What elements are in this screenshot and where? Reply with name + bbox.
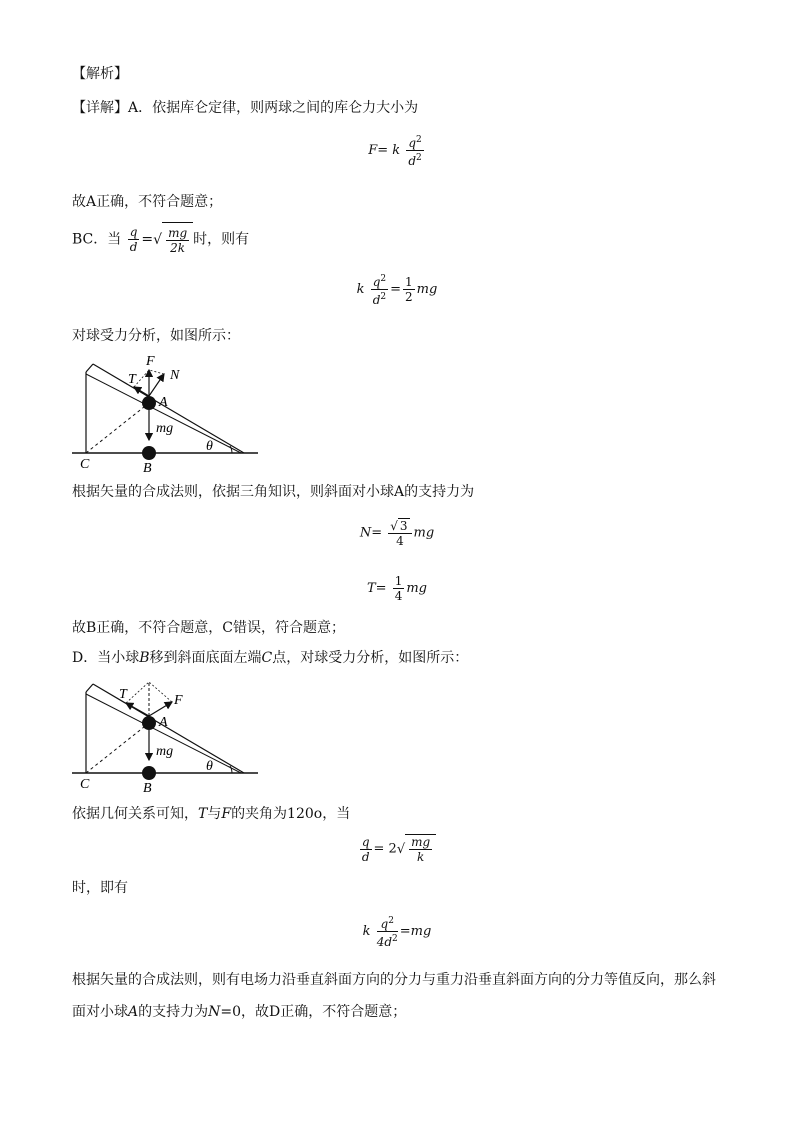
equation-normal-force bbox=[0, 518, 794, 548]
bc-sqrt: √ $\frac{mg}{2k}$ bbox=[153, 222, 193, 257]
bc-num: q bbox=[129, 225, 138, 239]
figure-incline-1 bbox=[66, 350, 266, 475]
force-analysis-intro: 对球受力分析，如图所示： bbox=[72, 328, 240, 344]
p11-e: =0，故D正确，不符合题意； bbox=[220, 1004, 407, 1020]
eq1-fraction bbox=[406, 133, 423, 168]
case-d bbox=[72, 648, 468, 668]
equation-coulomb-force bbox=[0, 133, 794, 168]
eq6-fraction bbox=[377, 914, 398, 949]
eq4-num: 1 bbox=[394, 574, 403, 588]
eq2-tail: mg bbox=[416, 282, 438, 297]
final-paragraph-1: 根据矢量的合成法则，则有电场力沿垂直斜面方向的分力与重力沿垂直斜面方向的分力等值反向，那么斜 bbox=[72, 972, 716, 988]
eq2-fraction bbox=[371, 272, 388, 307]
detail-paragraph bbox=[72, 98, 418, 118]
detail-text: A．依据库仑定律，则两球之间的库仑力大小为 bbox=[128, 100, 419, 116]
fig1-label-T: T bbox=[128, 372, 136, 387]
detail-tag: 【详解】 bbox=[72, 100, 128, 116]
p7-c: 移到斜面底面左端 bbox=[149, 650, 262, 666]
eq3-tail: mg bbox=[413, 525, 435, 541]
p11-c: 的支持力为 bbox=[138, 1004, 209, 1020]
conclusion-bc: 故B正确，不符合题意，C错误，符合题意； bbox=[72, 620, 345, 636]
eq6-k: k bbox=[362, 924, 371, 939]
eq6-tail: =mg bbox=[399, 924, 432, 939]
fig1-label-B: B bbox=[143, 461, 152, 475]
vector-synthesis: 根据矢量的合成法则，依据三角知识，则斜面对小球A的支持力为 bbox=[72, 484, 475, 500]
eq5-den: d bbox=[361, 849, 370, 864]
eq6-exp: 2 bbox=[388, 916, 394, 926]
p7-b: B bbox=[139, 650, 150, 666]
fig1-label-N: N bbox=[170, 368, 180, 383]
eq5-q-over-d bbox=[360, 835, 372, 864]
eq3-rad: 3 bbox=[399, 519, 408, 533]
eq3-lhs: N= bbox=[359, 525, 383, 541]
fig2-label-theta: θ bbox=[206, 759, 213, 774]
eq2-exp: 2 bbox=[380, 274, 387, 284]
p7-a: D．当小球 bbox=[72, 650, 140, 666]
eq2-k: k bbox=[356, 282, 365, 297]
p8-b: T bbox=[198, 806, 208, 822]
figure-incline-2 bbox=[66, 670, 266, 795]
p8-a: 依据几何关系可知， bbox=[72, 806, 198, 822]
fig2-label-T: T bbox=[119, 687, 127, 702]
eq1-k: k bbox=[392, 143, 401, 158]
section-heading: 【解析】 bbox=[72, 66, 128, 82]
eq3-fraction: $\frac{√ 3}{4}$ bbox=[388, 518, 411, 548]
ball-a bbox=[142, 396, 156, 410]
then-have: 时，即有 bbox=[72, 880, 128, 896]
eq1-lhs: F= bbox=[368, 143, 389, 158]
eq2-num: q bbox=[372, 275, 381, 289]
fig1-label-A: A bbox=[159, 395, 168, 410]
bc-condition bbox=[72, 222, 249, 257]
fig2-label-mg: mg bbox=[156, 744, 174, 759]
p11-b: A bbox=[128, 1004, 139, 1020]
fig1-label-F: F bbox=[146, 354, 155, 369]
eq5-sqrt: √ $\frac{mg}{k}$ bbox=[397, 834, 436, 864]
eq6-den: 4d bbox=[376, 935, 393, 949]
ball-a-2 bbox=[142, 716, 156, 730]
fig1-label-theta: θ bbox=[206, 439, 213, 454]
fig1-label-C: C bbox=[80, 457, 90, 472]
bc-sq-num: mg bbox=[168, 225, 188, 240]
eq2-half bbox=[403, 275, 415, 304]
fig2-label-A: A bbox=[159, 715, 168, 730]
conclusion-a: 故A正确，不符合题意； bbox=[72, 194, 223, 210]
eq4-fraction bbox=[393, 574, 405, 603]
equation-d-force bbox=[0, 914, 794, 949]
eq5-sq-num: mg bbox=[411, 835, 431, 849]
eq5-sq-den: k bbox=[417, 850, 425, 864]
eq5-num: q bbox=[361, 834, 370, 849]
eq1-den-exp: 2 bbox=[416, 153, 422, 163]
eq1-den: d bbox=[408, 154, 417, 168]
eq2-den: d bbox=[372, 293, 381, 307]
eq4-tail: mg bbox=[406, 581, 427, 596]
eq5-eq: = 2 bbox=[373, 841, 397, 857]
final-paragraph-2 bbox=[72, 1002, 406, 1022]
fig2-label-B: B bbox=[143, 781, 152, 795]
eq6-den-exp: 2 bbox=[392, 934, 398, 944]
equation-tension bbox=[0, 574, 794, 603]
eq2-half-den: 2 bbox=[405, 290, 413, 304]
fig1-label-mg: mg bbox=[156, 421, 174, 436]
eq1-num: q bbox=[408, 136, 417, 150]
ball-b bbox=[142, 446, 156, 460]
p8-d: F bbox=[221, 806, 232, 822]
bc-den: d bbox=[129, 240, 138, 254]
p8-e: 的夹角为120o，当 bbox=[231, 806, 351, 822]
bc-sq-den: 2k bbox=[170, 240, 186, 255]
p11-d: N bbox=[208, 1004, 221, 1020]
fig2-label-F: F bbox=[174, 693, 183, 708]
p7-d: C bbox=[261, 650, 273, 666]
equation-half-mg bbox=[0, 272, 794, 307]
bc-post: 时，则有 bbox=[193, 231, 250, 248]
bc-q-over-d bbox=[128, 225, 140, 254]
eq2-half-num: 1 bbox=[405, 275, 413, 289]
eq4-lhs: T= bbox=[366, 581, 387, 596]
bc-eq: = bbox=[141, 231, 154, 248]
fig2-label-C: C bbox=[80, 777, 90, 792]
geometry-relation bbox=[72, 804, 350, 824]
p8-c: 与 bbox=[207, 806, 222, 822]
ball-b-2 bbox=[142, 766, 156, 780]
eq1-exp: 2 bbox=[416, 135, 422, 145]
eq2-eq: = bbox=[390, 282, 402, 297]
p7-e: 点，对球受力分析，如图所示： bbox=[272, 650, 469, 666]
eq4-den: 4 bbox=[394, 589, 403, 603]
eq3-den: 4 bbox=[396, 534, 404, 548]
p11-a: 面对小球 bbox=[72, 1004, 128, 1020]
bc-pre: BC．当 bbox=[72, 231, 122, 248]
eq6-num: q bbox=[380, 917, 389, 931]
eq2-den-exp: 2 bbox=[380, 292, 387, 302]
equation-d-condition bbox=[0, 834, 794, 864]
